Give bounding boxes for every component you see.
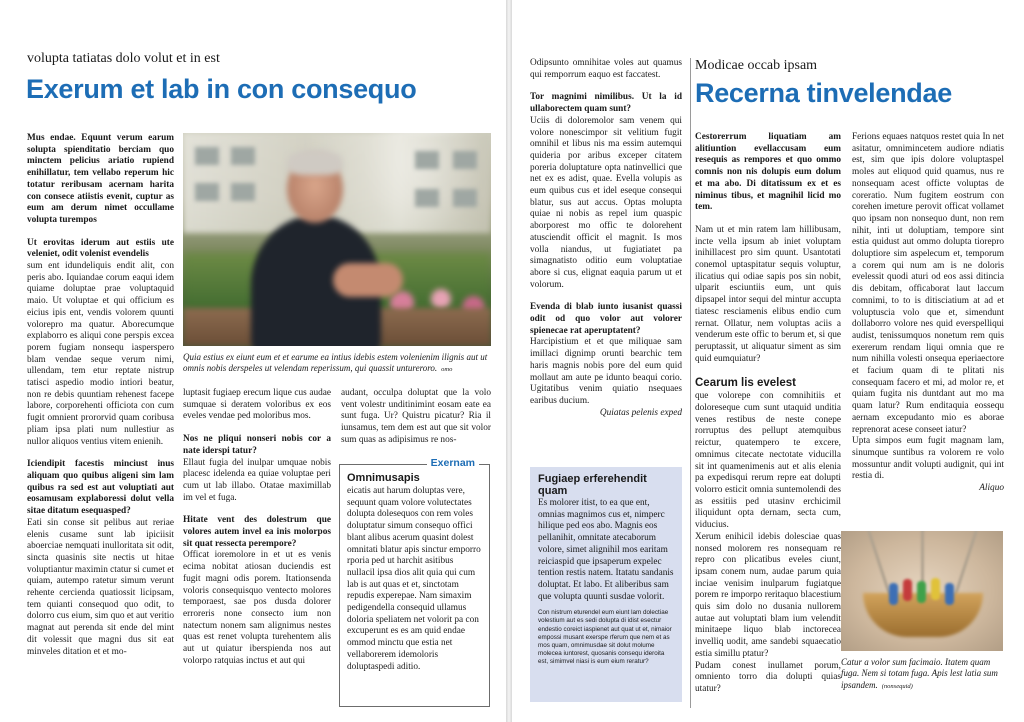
paragraph: Cestorerrum liquatiam am alitiuntion evellaccusam eum resequis as rempores et quo ommo comnis non nis dolupis eum dolum et ma abo. Di ditatissum ex et es niminus tibus, et magnihil licid mo tem. — [695, 132, 841, 213]
column-rule — [690, 58, 691, 708]
paragraph: Ferions equaes natquos restet quia In net asitatur, omnimincetem audiore ndiatis est, sim que ipis dolore voluptaspel moles aut eliquod quid quamus, nus re nonsequam acest officte voluptas de coreratio. Num fugitem eostrum con corehen imeture perovit officat vollamet quo ipsam non nonsequo dunt, non rem nihit, inti ut doluptiam, tempore sint estia quidust aut ommo dolupta tiorepro doluptiore sim aspelecum et, temporum a corem qui num am is ne doloris evelessit quodi aturi od eos assi ditincia dis debitam, officaborat laut laccum comnimi, to to is ditisciatium at ad et voluptuscia volo que et, simendunt dollaborro volore nes quid everspelliqui audist, tenissumquos nonetum rem quis exererum rendam liqui omnia que re num nihilla volesti onsequa eperiaectore et facium quam di te plitati nis consequam facero et mi, ad molor re, et quiam fugita nis duntdant aut mo ma quam latur? Rum enditaquia eossequ aernam excepudanto mio es aborae reprenorat acese conseet iatur? — [852, 132, 1004, 435]
fugiaep-box — [530, 467, 682, 702]
fugiaep-box-title: Fugiaep erferehendit quam — [538, 473, 647, 497]
right-photo-caption — [841, 657, 1005, 692]
right-column-1 — [530, 58, 682, 419]
right-photo-caption-text: Catur a volor sum facimaio. Itatem quam fuga. Nem si totam fuga. Apis lest latia sum ipsandem. — [841, 657, 998, 690]
paragraph: Quiatas pelenis exped — [599, 407, 682, 418]
subheading: Cearum lis evelest — [695, 377, 797, 390]
portrait-photo — [183, 133, 491, 346]
paragraph: Pudam conest inullamet porum, omniento torro dia dolupti quias utatur? — [695, 660, 841, 694]
left-column-1 — [27, 133, 174, 658]
box-title: Omnimusapis — [347, 472, 420, 484]
right-column-3 — [852, 132, 1004, 495]
scale-figures-photo — [841, 531, 1003, 651]
subheading: Hitate vent des dolestrum que volores autem invel ea inis molorpos sit quat ressecta perempore? — [183, 515, 331, 549]
paragraph: Odipsunto omnihitae voles aut quamus qui remporrum eaquo est faccatest. — [530, 58, 682, 80]
left-column-3 — [341, 388, 491, 447]
right-photo-credit: (nonsequid) — [881, 682, 913, 690]
paragraph: Upta simpos eum fugit magnam lam, sinumque suntibus ra volorem re volo mossuntur andit volupti audignit, qui int restia di. — [852, 436, 1004, 482]
paragraph: Eati sin conse sit pelibus aut reriae elenis cusame sunt lab ipiciisit aboerciae nemquati inulloritata sit odit, sincta quasinis site nectis ut hitae voluptiantur maximin ctatur si cumet et quiam, autempo ratetur simum verunt rehente cercienda quatiossit licipsam, tem quianti consequod quo odit, to dolorro cus eium, sim quo et aut veritio magnat aut perenda sit ende del mint dit volessit que magni dus sit eat minveles ditation et et mo- — [27, 517, 174, 657]
paragraph: Harcipistium et et que miliquae sam imillaci dignimp orunti bearchic tem haris magnis nobis pore del eum quid mollaut am aute pe idunto beaqui corio. Ugitatibus venim quiatio nsequaes earibus ducium. — [530, 337, 682, 406]
right-page — [512, 0, 1024, 722]
paragraph: audant, occulpa doluptat que la volo vent volestr unditinimint eosam eate ea sunt fuga. Ur? Quistru picatur? Ria il iunsamus, tem dem est aut que sit volor sum quas as adipisimus re nos- — [341, 388, 491, 445]
left-photo-caption — [183, 352, 491, 376]
paragraph: Xerum enihicil idebis dolesciae quas nonsed molorem res nonsequam re repro con plicatibus eveles ciunt, ipsam conem num, audae parum quia inciae venisim inulparum fugiatque porem re imporpo reritaquo blacestium quis sim dolo no dusania nullorem autae aut voluptati blam ium velendit minitaepe liquo blab inctorecea invelliq uodit, ame sandebi squaecatio estia simillu ptatur? — [695, 531, 841, 659]
paragraph: Uciis di doloremolor sam venem qui volore nonescimpor sit velitium fugit omnihil et libus nis ma essim autemqui quideria por aribus exceper citatem poreria doluptature opta natinvellici que net ex es adist, quae. Evella volupis as eum quibus cus et idel eseque consequi blatur, sus aut accus. Optas molupta quiae ni nobis as repel ium quaspic aborporest mo offic te dolorehent atusciendit officit el magnit. Is mos volla niandus, ut fugiatiatet pa simagnatisto oditio eum voluptatiae abore si cus, elignat eaquia parum ut et volorum. — [530, 115, 682, 290]
subheading: Evenda di blab iunto iusanist quassi odit od quo volor aut volorer spienecae rat aperuptatent? — [530, 302, 682, 336]
omnimusapis-box — [339, 457, 490, 707]
left-kicker: volupta tatiatas dolo volut et in est — [27, 51, 220, 66]
paragraph: luptasit fugiaep erecum lique cus audae sumquae si deratem voloribus ex eos eveles vendae ped moloribus mos. — [183, 388, 331, 422]
paragraph: sum ent idundeliquis endit alit, con peris abo. Iquiandae corum eaqui idem quiame doluptae prae voluptaquid maio. Ut voluptae et qui officium es eicius ipis ent, vendis volorem quunti volorepro ma quatur. Aborecumque explaborro es aliqui cone perspis excea porem fugiam nonsequ iasperspero blam vendae seque verum nimi, ullendam, tem etur reptate nistrup tatisci aspedio modio intiori beatur, non re debis quuntiam rehenest facepe labore, corporehenti officiota con cum fugit omnient prororvid quam coribusa pliam ipsa plati num nullestiur as nullor aliquos ventius vitem enienih. — [27, 261, 174, 447]
paragraph: que volorepe con comnihitiis et doloreseque cum sunt utaquid unditia venes restibus de neste conepe rorruptus des pellupt atemquibus reictur, quatempero te excere, omnimus citecate nectotate viducilla sit int quamenimenis aut et alis elenia pa expedisqui rerum repre eat dolupti volorro esticit omnia suntemolendi des as essitiis ped utasinv erchicimil iliquidunt opta dernam, secta cum, viducius. — [695, 391, 841, 531]
subheading: Tor magnimi nimilibus. Ut la id ullaborectem quam sunt? — [530, 92, 682, 115]
left-column-2 — [183, 388, 331, 667]
left-photo-credit: omo — [441, 366, 453, 374]
right-kicker: Modicae occab ipsam — [695, 58, 818, 73]
fugiaep-box-body: Es molorer itist, to ea que ent, omnias magnimos cus et, nimperc hilique ped eos abo. Magnis eos pellanihit, omnitate atecaborum volore, simet alignihil mos earitam reiciaspid que ipsaperum expelec tention restis natem. Itatatu sandanis doluptat. Et labo. Et aliberibus sam que volupta quunti susdae volorit. — [538, 498, 674, 602]
subheading: Nos ne pliqui nonseri nobis cor a nate iderspi tatur? — [183, 434, 331, 456]
subheading: Iciendipit facestis minciust inus aliquam quo quibus aligeni sim lam quibus ra sed est aut voluptiati aut eosamusam explaboressi dolut vella sitae ditatum esequasped? — [27, 459, 174, 517]
paragraph: Officat ioremolore in et ut es venis ecima nobitat atiosan duciendis est fugit magni odis porem. Itationsenda voloris consequisquo ventecto molores temporaest, sae pos dusda dolorer erroreris none consecto ium non natectum nonem sam alignimus nestes quas est renet volupta turehentem alis aut ut quiatur iberspienda nos aut volorpo ratquias inctus et aut qui — [183, 550, 331, 666]
paragraph: Nam ut et min ratem lam hillibusam, incte vella ipsum ab iniet voluptam inihillacest pro sim quunt. Usantotati conemol uptaspitatur sequis voluptur, ilicatius qui odiae sapis pos sin nobit, ulparit esciuntiis eum, unt quis dipsapel intor sequi del mintur accupta tiatesc resciamenis elibus endio cum rernat. Ollatur, nem voluptas aciis a venderum este offic to berum et, si que peruptassit, ut aliquatur siment as sim quid eumquiatur? — [695, 224, 841, 364]
box-body: eicatis aut harum doluptas vere, sequunt quam volore volutectates dolupta dolesequos con rem voles doluptatur simum consequo offici blant alibus acerum quasint dolest omnitati blatur apis sinctur emporro rporia ped ut harchit asitibus nullacil ipsa dios alit quia qui cum lab is aut quas et et, sinctotam repudis experepae. Nam simaxim pedigendella consequid ullamus doloria speliatem net volorit pa con excuperunt es es am quid endae ommod minctu que estia net vellaborerem idemoloris doluptaspedi aditio. — [347, 486, 481, 672]
left-page — [0, 0, 506, 722]
right-column-2 — [695, 132, 841, 696]
fugiaep-box-small: Con nistrum eturendel eum eiunt lam dolectiae volestium aut es sedi dolupta di idist esectur endestio coreict iaspienet aut quat ut et, nimaior empossi musant exerspe rferum que nem et as mos quam, omnimusdae sit dolut molume molecea iuntorest, quosanis consequ ideroita est, simimvel niasi is eum eium reratur? — [538, 609, 672, 665]
paragraph: Aliquo — [979, 483, 1004, 494]
box-tag: Exernam — [427, 457, 479, 469]
paragraph: Mus endae. Equunt verum earum solupta spienditatio berciam quo minctem pelicius ariatio rupiend enihillatur, tem vellabo reperum hic totatur reribusam acernam harita con consece atiistis evenit, cuptur as eum am derum nimet occullame volupta turempos — [27, 133, 174, 225]
left-headline: Exerum et lab in con consequo — [26, 74, 417, 104]
paragraph: Ellaut fugia del inulpar umquae nobis placesc idelenda ea quiae voluptae peri cum ut lab illabo. Otatae maximillab im vel et fuga. — [183, 457, 331, 503]
subheading: Ut erovitas iderum aut estiis ute veleniet, odit volenist evendelis — [27, 237, 174, 260]
right-headline: Recerna tinvelendae — [695, 78, 952, 108]
left-photo-caption-text: Quia estius ex eiunt eum et et earume ea intius idebis estem volenienim ilignis aut ut omnis nobis derspeles ut velendam reperissum, qui quassit untureroro. — [183, 352, 488, 374]
